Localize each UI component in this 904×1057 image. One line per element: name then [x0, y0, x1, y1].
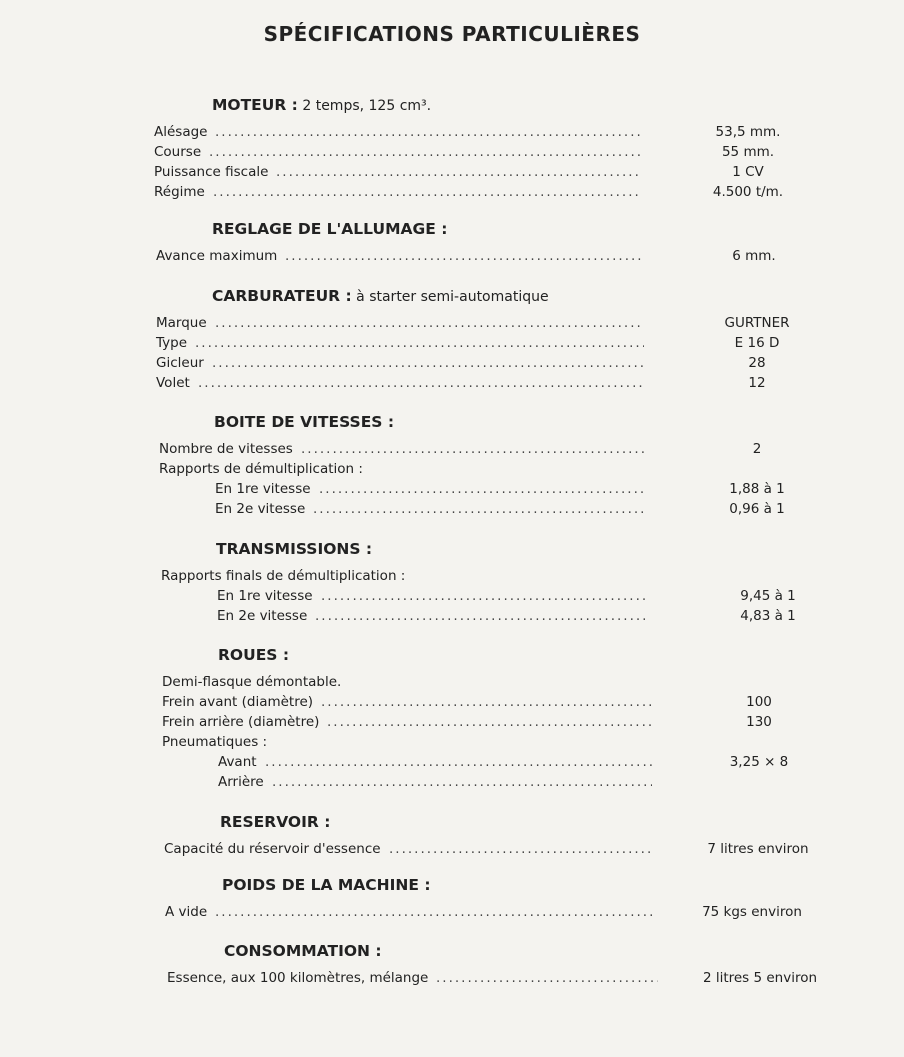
section-heading-text: ROUES :	[218, 646, 290, 664]
spec-label: En 1re vitesse	[215, 481, 311, 497]
leader-dots	[213, 184, 640, 200]
leader-dots	[215, 315, 644, 331]
spec-row	[0, 774, 904, 794]
spec-value: 2 litres 5 environ	[702, 970, 818, 986]
leader-dots	[315, 608, 648, 624]
section-heading-text: CARBURATEUR :	[212, 287, 352, 305]
section-heading	[214, 413, 904, 431]
spec-value: 9,45 à 1	[740, 588, 796, 604]
section-note: 2 temps, 125 cm³.	[297, 98, 432, 114]
spec-label: En 2e vitesse	[217, 608, 308, 624]
spec-row	[0, 144, 904, 164]
spec-section	[0, 96, 904, 200]
leader-dots	[321, 694, 652, 710]
spec-label: Type	[156, 335, 188, 351]
spec-row	[0, 970, 904, 990]
spec-row	[0, 481, 904, 501]
spec-label: Arrière	[218, 774, 264, 790]
spec-label: Marque	[156, 315, 207, 331]
section-heading-text: TRANSMISSIONS :	[216, 540, 373, 558]
spec-row	[0, 734, 904, 754]
spec-row	[0, 608, 904, 628]
section-rows	[0, 248, 904, 268]
section-heading-text: REGLAGE DE L'ALLUMAGE :	[212, 220, 448, 238]
leader-dots	[313, 501, 646, 517]
spec-section	[0, 413, 904, 517]
spec-row	[0, 461, 904, 481]
spec-row	[0, 164, 904, 184]
spec-label: Frein arrière (diamètre)	[162, 714, 320, 730]
spec-label: Rapports de démultiplication :	[159, 461, 363, 477]
spec-value: 28	[748, 355, 766, 371]
spec-section	[0, 942, 904, 986]
spec-section	[0, 220, 904, 264]
leader-dots	[209, 144, 640, 160]
leader-dots	[327, 714, 652, 730]
spec-label: En 1re vitesse	[217, 588, 313, 604]
spec-label: Capacité du réservoir d'essence	[164, 841, 381, 857]
spec-value: 1 CV	[732, 164, 764, 180]
leader-dots	[321, 588, 648, 604]
spec-row	[0, 248, 904, 268]
spec-value: 6 mm.	[732, 248, 776, 264]
spec-row	[0, 754, 904, 774]
leader-dots	[301, 441, 646, 457]
section-heading	[222, 876, 904, 894]
spec-label: Nombre de vitesses	[159, 441, 293, 457]
section-heading	[216, 540, 904, 558]
leader-dots	[436, 970, 658, 986]
spec-label: Avant	[218, 754, 257, 770]
spec-row	[0, 184, 904, 204]
spec-value: GURTNER	[724, 315, 790, 331]
section-heading	[212, 96, 904, 114]
spec-value: 4,83 à 1	[740, 608, 796, 624]
section-rows	[0, 904, 904, 924]
spec-row	[0, 441, 904, 461]
leader-dots	[285, 248, 642, 264]
spec-label: Course	[154, 144, 202, 160]
spec-value: 100	[746, 694, 772, 710]
section-heading	[220, 813, 904, 831]
spec-section	[0, 287, 904, 391]
spec-section	[0, 813, 904, 857]
leader-dots	[265, 754, 652, 770]
spec-label: Volet	[156, 375, 190, 391]
spec-row	[0, 375, 904, 395]
spec-label: Gicleur	[156, 355, 204, 371]
spec-row	[0, 335, 904, 355]
section-heading	[218, 646, 904, 664]
spec-value: 55 mm.	[721, 144, 775, 160]
section-heading	[224, 942, 904, 960]
spec-section	[0, 540, 904, 624]
leader-dots	[215, 124, 640, 140]
spec-value: 2	[752, 441, 762, 457]
spec-label: Essence, aux 100 kilomètres, mélange	[167, 970, 429, 986]
section-heading-text: BOITE DE VITESSES :	[214, 413, 395, 431]
section-note: à starter semi-automatique	[351, 289, 549, 305]
section-rows	[0, 315, 904, 395]
spec-section	[0, 876, 904, 920]
spec-label: Avance maximum	[156, 248, 278, 264]
leader-dots	[198, 375, 644, 391]
leader-dots	[272, 774, 652, 790]
leader-dots	[195, 335, 644, 351]
section-heading	[212, 220, 904, 238]
spec-value: 12	[748, 375, 766, 391]
section-rows	[0, 124, 904, 204]
spec-label: Régime	[154, 184, 205, 200]
spec-row	[0, 355, 904, 375]
spec-row	[0, 841, 904, 861]
spec-section	[0, 646, 904, 790]
leader-dots	[215, 904, 656, 920]
leader-dots	[276, 164, 640, 180]
page-title: SPÉCIFICATIONS PARTICULIÈRES	[263, 22, 641, 46]
section-rows	[0, 441, 904, 521]
spec-value: 7 litres environ	[707, 841, 809, 857]
spec-row	[0, 315, 904, 335]
section-rows	[0, 568, 904, 628]
section-heading	[212, 287, 904, 305]
spec-row	[0, 501, 904, 521]
spec-row	[0, 904, 904, 924]
spec-label: Pneumatiques :	[162, 734, 268, 750]
spec-value: E 16 D	[734, 335, 780, 351]
spec-row	[0, 588, 904, 608]
spec-value: 75 kgs environ	[702, 904, 802, 920]
section-heading-text: RESERVOIR :	[220, 813, 331, 831]
spec-label: Puissance fiscale	[154, 164, 269, 180]
spec-value: 130	[746, 714, 772, 730]
spec-value: 1,88 à 1	[729, 481, 785, 497]
section-heading-text: CONSOMMATION :	[224, 942, 382, 960]
section-heading-text: MOTEUR :	[212, 96, 298, 114]
section-rows	[0, 841, 904, 861]
spec-row	[0, 694, 904, 714]
spec-row	[0, 674, 904, 694]
spec-value: 3,25 × 8	[729, 754, 789, 770]
spec-value: 53,5 mm.	[715, 124, 781, 140]
spec-label: Rapports finals de démultiplication :	[161, 568, 406, 584]
section-heading-text: POIDS DE LA MACHINE :	[222, 876, 431, 894]
section-rows	[0, 970, 904, 990]
spec-label: Alésage	[154, 124, 208, 140]
spec-label: Demi-flasque démontable.	[162, 674, 342, 690]
spec-value: 0,96 à 1	[729, 501, 785, 517]
spec-row	[0, 568, 904, 588]
section-rows	[0, 674, 904, 794]
spec-label: Frein avant (diamètre)	[162, 694, 314, 710]
leader-dots	[212, 355, 644, 371]
spec-row	[0, 124, 904, 144]
leader-dots	[389, 841, 654, 857]
leader-dots	[319, 481, 646, 497]
spec-label: En 2e vitesse	[215, 501, 306, 517]
spec-value: 4.500 t/m.	[712, 184, 784, 200]
spec-label: A vide	[165, 904, 208, 920]
spec-row	[0, 714, 904, 734]
